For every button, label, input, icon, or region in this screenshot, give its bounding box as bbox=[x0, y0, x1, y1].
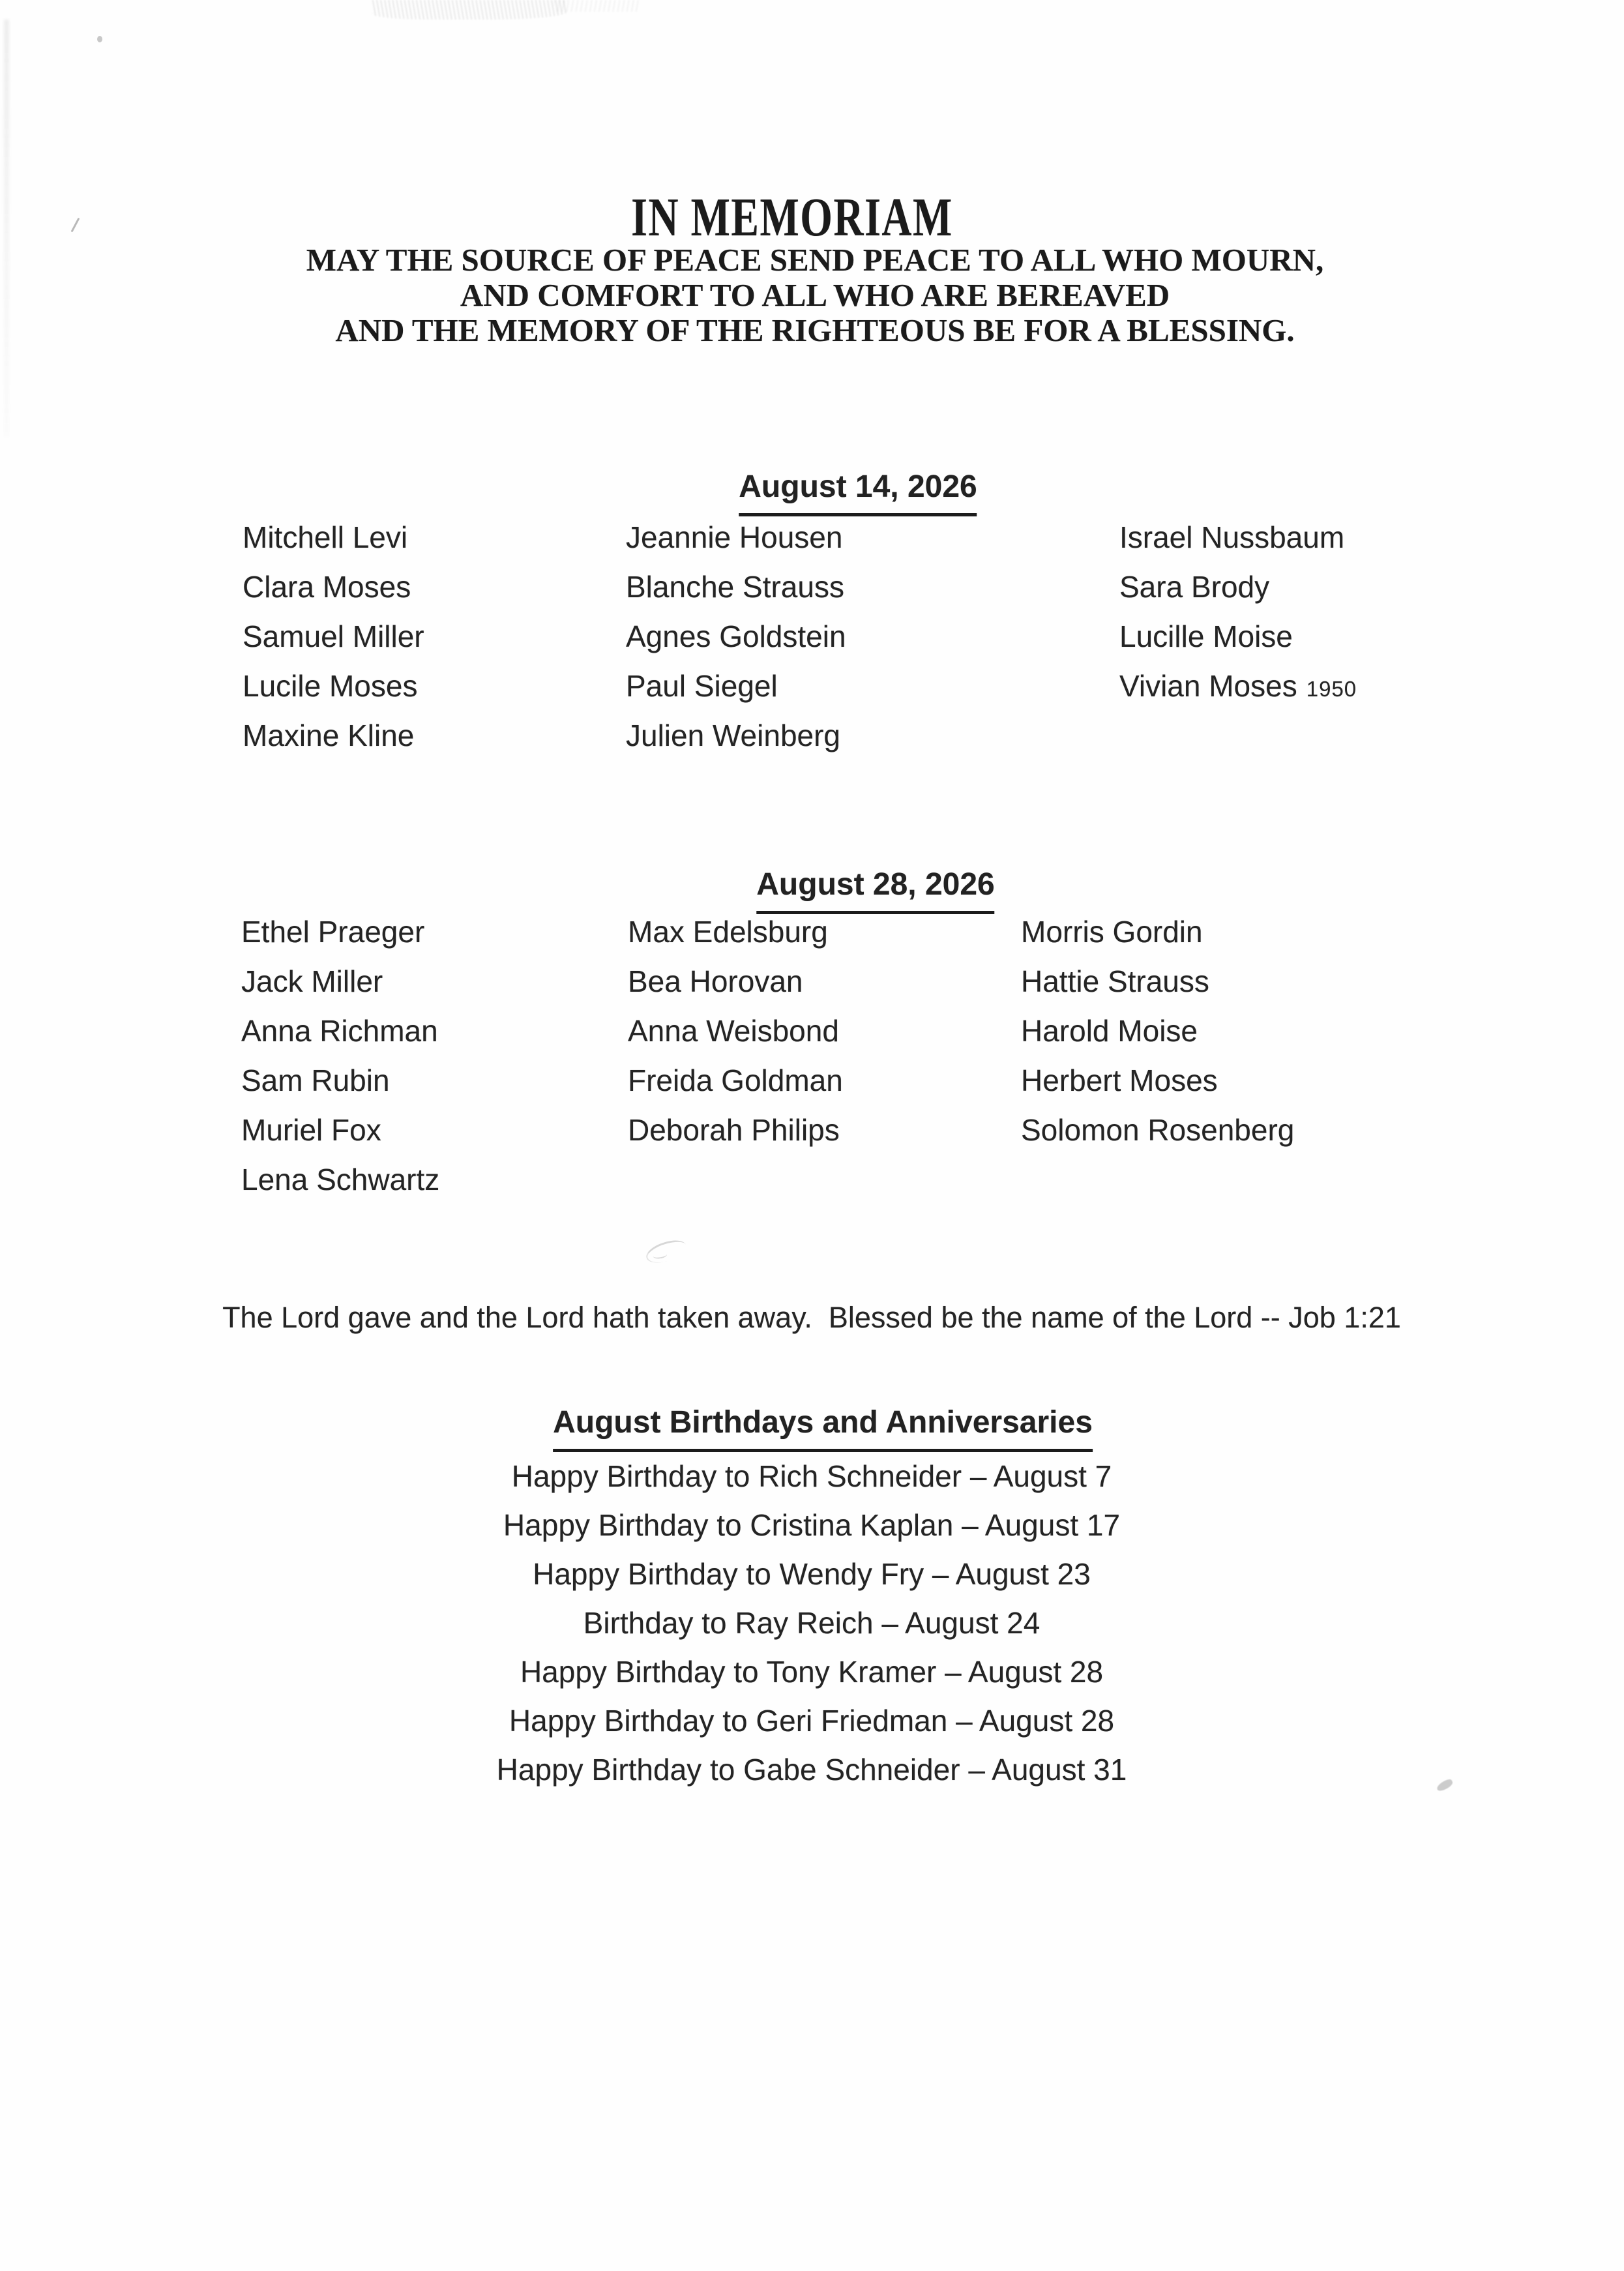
memorial-name: Muriel Fox bbox=[241, 1113, 381, 1147]
scan-artifact-slash bbox=[71, 218, 80, 233]
memorial-name: Lucile Moses bbox=[243, 669, 418, 703]
memorial-name: Herbert Moses bbox=[1021, 1063, 1218, 1097]
memorial-name: Solomon Rosenberg bbox=[1021, 1113, 1295, 1147]
memorial-name: Vivian Moses 1950 bbox=[1119, 669, 1357, 703]
birthday-list bbox=[497, 1452, 1127, 1794]
scan-artifact-edge-streak bbox=[4, 20, 9, 437]
memorial-name: Sam Rubin bbox=[241, 1063, 390, 1097]
memorial-name: Morris Gordin bbox=[1021, 915, 1203, 949]
scripture-quote: The Lord gave and the Lord hath taken away. Blessed be the name of the Lord -- Job 1:21 bbox=[222, 1301, 1401, 1334]
memorial-name: Mitchell Levi bbox=[243, 520, 408, 554]
memorial-name: Israel Nussbaum bbox=[1119, 520, 1345, 554]
memorial-name: Ethel Praeger bbox=[241, 915, 425, 949]
year-note: 1950 bbox=[1306, 677, 1357, 701]
birthday-line: Happy Birthday to Rich Schneider – August 7 bbox=[511, 1459, 1112, 1493]
memorial-name: Lucille Moise bbox=[1119, 619, 1293, 653]
memorial-name: Lena Schwartz bbox=[241, 1163, 440, 1196]
section-heading-august-14: August 14, 2026 bbox=[739, 469, 977, 516]
subtitle-line: MAY THE SOURCE OF PEACE SEND PEACE TO ALL WHO MOURN, bbox=[306, 242, 1324, 278]
memorial-name: Anna Richman bbox=[241, 1014, 438, 1048]
birthday-line: Happy Birthday to Tony Kramer – August 28 bbox=[520, 1655, 1104, 1689]
birthday-line: Birthday to Ray Reich – August 24 bbox=[583, 1606, 1041, 1640]
birthday-line: Happy Birthday to Wendy Fry – August 23 bbox=[533, 1557, 1091, 1591]
scan-artifact-squiggle bbox=[643, 1236, 689, 1267]
subtitle-line: AND THE MEMORY OF THE RIGHTEOUS BE FOR A BLESSING. bbox=[335, 312, 1295, 348]
memorial-column-3 bbox=[1021, 907, 1294, 1155]
scan-artifact-grain-band-2 bbox=[554, 0, 639, 12]
birthday-line: Happy Birthday to Cristina Kaplan – August 17 bbox=[503, 1508, 1121, 1542]
memorial-column-1 bbox=[243, 512, 424, 760]
memorial-name: Agnes Goldstein bbox=[626, 619, 846, 653]
memorial-name: Harold Moise bbox=[1021, 1014, 1198, 1048]
memorial-name: Deborah Philips bbox=[628, 1113, 840, 1147]
memorial-name: Jack Miller bbox=[241, 964, 383, 998]
memorial-name: Bea Horovan bbox=[628, 964, 803, 998]
section-heading-august-28: August 28, 2026 bbox=[756, 867, 994, 914]
memorial-name: Samuel Miller bbox=[243, 619, 424, 653]
memorial-name: Sara Brody bbox=[1119, 570, 1270, 604]
page-title: IN MEMORIAM bbox=[631, 187, 953, 248]
birthdays-heading: August Birthdays and Anniversaries bbox=[553, 1404, 1093, 1452]
scan-artifact-dot bbox=[97, 36, 102, 42]
memorial-name: Anna Weisbond bbox=[628, 1014, 839, 1048]
memorial-column-3 bbox=[1119, 512, 1357, 714]
scan-artifact-grain-band bbox=[372, 0, 567, 20]
memorial-name: Freida Goldman bbox=[628, 1063, 843, 1097]
birthday-line: Happy Birthday to Gabe Schneider – August 31 bbox=[496, 1753, 1127, 1787]
memorial-name: Blanche Strauss bbox=[626, 570, 844, 604]
memorial-name: Jeannie Housen bbox=[626, 520, 843, 554]
memorial-column-2 bbox=[628, 907, 843, 1155]
scan-artifact-pencil-mark bbox=[1436, 1778, 1454, 1793]
memorial-name: Clara Moses bbox=[243, 570, 411, 604]
memorial-name: Paul Siegel bbox=[626, 669, 778, 703]
memorial-column-2 bbox=[626, 512, 846, 760]
memorial-name: Maxine Kline bbox=[243, 719, 415, 752]
subtitle-block bbox=[306, 243, 1324, 348]
memorial-name: Hattie Strauss bbox=[1021, 964, 1209, 998]
birthday-line: Happy Birthday to Geri Friedman – August 28 bbox=[509, 1704, 1115, 1738]
memorial-column-1 bbox=[241, 907, 439, 1204]
memorial-name: Julien Weinberg bbox=[626, 719, 841, 752]
subtitle-line: AND COMFORT TO ALL WHO ARE BEREAVED bbox=[460, 277, 1170, 313]
memorial-name: Max Edelsburg bbox=[628, 915, 828, 949]
